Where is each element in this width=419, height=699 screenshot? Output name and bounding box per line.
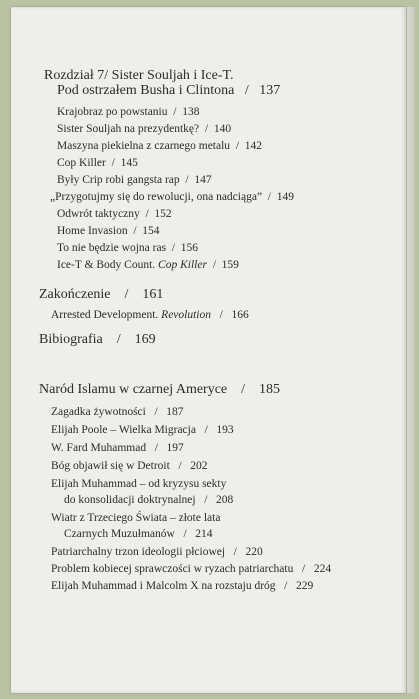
- toc-item-title-italic: Revolution: [161, 309, 211, 321]
- section-title: Bibiografia: [39, 332, 103, 347]
- toc-item-page: 224: [313, 563, 332, 575]
- toc-item-title: To nie będzie wojna ras: [57, 242, 167, 254]
- toc-item: To nie będzie wojna ras / 156: [57, 242, 198, 254]
- toc-item-page: 193: [216, 424, 234, 436]
- toc-item: Problem kobiecej sprawczości w ryzach patriarchatu / 224: [51, 563, 332, 575]
- toc-item-title: Bóg objawił się w Detroit: [51, 460, 170, 472]
- toc-item-page: 140: [213, 123, 232, 135]
- toc-item-page: 214: [195, 528, 213, 540]
- separator: /: [106, 332, 132, 347]
- chapter-7-title-line1: [44, 68, 233, 84]
- section-page: 161: [142, 287, 164, 302]
- toc-item-title: Elijah Poole – Wielka Migracja: [51, 424, 196, 436]
- toc-item: Patriarchalny trzon ideologii płciowej / 220: [51, 546, 263, 558]
- toc-item-title: Wiatr z Trzeciego Świata – złote lata: [51, 512, 221, 524]
- toc-item-page: 142: [244, 140, 263, 152]
- toc-item-title: Elijah Muhammad i Malcolm X na rozstaju dróg: [51, 580, 276, 592]
- toc-item-line1: [51, 478, 226, 490]
- page-edge: [407, 7, 415, 693]
- toc-item: Zagadka żywotności / 187: [51, 406, 184, 418]
- section-title: Naród Islamu w czarnej Ameryce: [39, 382, 228, 397]
- toc-item-title: Krajobraz po powstaniu: [57, 106, 168, 118]
- section-page: 169: [134, 332, 156, 347]
- toc-item-page: 220: [245, 546, 263, 558]
- toc-item-title: Home Invasion: [57, 225, 128, 237]
- toc-item-title: Elijah Muhammad – od kryzysu sekty: [51, 478, 227, 490]
- section-page: 185: [259, 382, 281, 397]
- toc-item-page: 159: [221, 259, 239, 271]
- toc-item-page: 202: [190, 460, 208, 472]
- separator: /: [237, 83, 256, 98]
- separator: /: [230, 382, 256, 397]
- toc-item-page: 138: [182, 106, 200, 118]
- toc-item-line2: do konsolidacji doktrynalnej / 208: [64, 494, 234, 506]
- chapter-7-title-text2: Pod ostrzałem Busha i Clintona: [57, 83, 235, 98]
- toc-item-title-italic: Cop Killer: [158, 259, 207, 271]
- toc-item: Cop Killer / 145: [57, 157, 138, 169]
- toc-item: Bóg objawił się w Detroit / 202: [51, 460, 208, 472]
- toc-item-title: Maszyna piekielna z czarnego metalu: [57, 140, 231, 152]
- toc-item: Arrested Development. Revolution / 166: [51, 309, 249, 321]
- toc-item-line2: Czarnych Muzułmanów / 214: [64, 528, 213, 540]
- toc-item-title-cont: Czarnych Muzułmanów: [64, 528, 175, 540]
- toc-item: Odwrót taktyczny / 152: [57, 208, 172, 220]
- toc-item-title: Ice-T & Body Count.: [57, 259, 156, 271]
- toc-item: „Przygotujmy się do rewolucji, ona nadciąga” / 149: [50, 191, 294, 203]
- separator: /: [114, 287, 139, 302]
- toc-item-title: W. Fard Muhammad: [51, 442, 147, 454]
- toc-item-page: 166: [231, 309, 249, 321]
- toc-item-title: Zagadka żywotności: [51, 406, 146, 418]
- toc-item-title: Były Crip robi gangsta rap: [57, 174, 180, 186]
- toc-item-title: Arrested Development.: [51, 309, 159, 321]
- toc-item: Były Crip robi gangsta rap / 147: [57, 174, 212, 186]
- toc-item-page: 187: [166, 406, 184, 418]
- toc-item-title: Cop Killer: [57, 157, 106, 169]
- toc-item: Elijah Muhammad i Malcolm X na rozstaju dróg / 229: [51, 580, 314, 592]
- section-narod-islamu: [39, 382, 280, 398]
- toc-item-title: Patriarchalny trzon ideologii płciowej: [51, 546, 226, 558]
- toc-item: Sister Souljah na prezydentkę? / 140: [57, 123, 232, 135]
- toc-item-title: Sister Souljah na prezydentkę?: [57, 123, 200, 135]
- section-bibliografia: [39, 332, 156, 348]
- chapter-7-title-line2: [57, 83, 280, 99]
- toc-item-page: 156: [180, 242, 198, 254]
- toc-item-line1: [51, 512, 220, 524]
- section-title: Zakończenie: [39, 287, 111, 302]
- toc-item-page: 154: [142, 225, 160, 237]
- toc-item-page: 229: [295, 580, 314, 592]
- chapter-7-page: 137: [259, 83, 281, 98]
- toc-item: W. Fard Muhammad / 197: [51, 442, 184, 454]
- toc-item: Maszyna piekielna z czarnego metalu / 142: [57, 140, 263, 152]
- toc-item: Krajobraz po powstaniu / 138: [57, 106, 200, 118]
- toc-item: Home Invasion / 154: [57, 225, 160, 237]
- toc-item-page: 147: [194, 174, 212, 186]
- toc-item-page: 197: [166, 442, 184, 454]
- toc-item-title: Odwrót taktyczny: [57, 208, 140, 220]
- toc-item-title-cont: do konsolidacji doktrynalnej: [64, 494, 196, 506]
- toc-item: Ice-T & Body Count. Cop Killer / 159: [57, 259, 239, 271]
- toc-item-title: Problem kobiecej sprawczości w ryzach patriarchatu: [51, 563, 294, 575]
- toc-item-page: 149: [276, 191, 294, 203]
- toc-item-page: 152: [154, 208, 172, 220]
- toc-item-page: 208: [216, 494, 234, 506]
- toc-item-title: „Przygotujmy się do rewolucji, ona nadciąga”: [50, 191, 263, 203]
- section-zakonczenie: [39, 287, 163, 303]
- chapter-7-title-text1: Rozdział 7/ Sister Souljah i Ice-T.: [44, 68, 234, 83]
- toc-item-page: 145: [120, 157, 138, 169]
- toc-item: Elijah Poole – Wielka Migracja / 193: [51, 424, 234, 436]
